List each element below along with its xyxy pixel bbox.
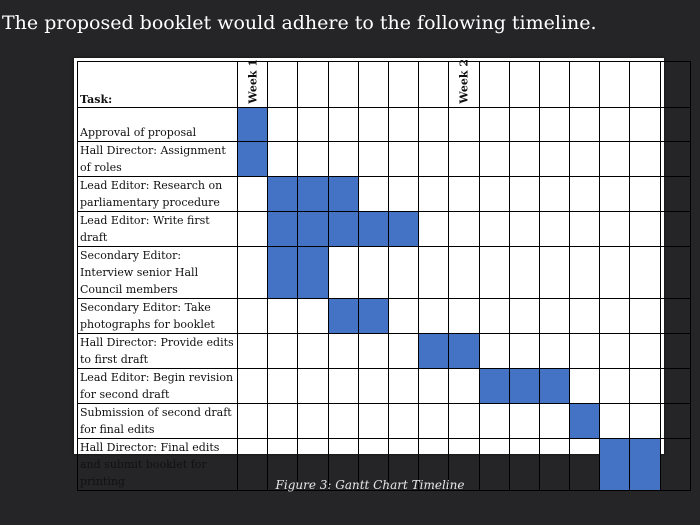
task-row — [78, 212, 691, 247]
timeline-empty-cell — [570, 177, 600, 212]
timeline-empty-cell — [328, 142, 358, 177]
timeline-empty-cell — [630, 212, 660, 247]
timeline-empty-cell — [509, 247, 539, 299]
timeline-empty-cell — [630, 247, 660, 299]
timeline-empty-cell — [570, 212, 600, 247]
timeline-empty-cell — [539, 108, 569, 142]
figure-caption: Figure 3: Gantt Chart Timeline — [275, 478, 465, 492]
timeline-empty-cell — [388, 177, 418, 212]
task-row — [78, 177, 691, 212]
timeline-empty-cell — [570, 247, 600, 299]
timeline-empty-cell — [419, 108, 449, 142]
timeline-empty-cell — [388, 299, 418, 334]
timeline-empty-cell — [388, 247, 418, 299]
week-label: Week 1 — [246, 59, 260, 104]
timeline-empty-cell — [509, 177, 539, 212]
timeline-empty-cell — [660, 369, 690, 404]
timeline-empty-cell — [600, 177, 630, 212]
timeline-bar-cell — [328, 212, 358, 247]
timeline-empty-cell — [479, 247, 509, 299]
task-label: Approval of proposal — [78, 108, 238, 142]
day-column-header — [509, 62, 539, 108]
timeline-empty-cell — [268, 142, 298, 177]
timeline-empty-cell — [539, 212, 569, 247]
timeline-empty-cell — [238, 369, 268, 404]
timeline-empty-cell — [419, 369, 449, 404]
timeline-empty-cell — [479, 212, 509, 247]
day-column-header — [479, 62, 509, 108]
timeline-empty-cell — [600, 142, 630, 177]
timeline-empty-cell — [298, 142, 328, 177]
timeline-bar-cell — [328, 299, 358, 334]
timeline-empty-cell — [600, 212, 630, 247]
timeline-empty-cell — [358, 404, 388, 439]
timeline-empty-cell — [539, 142, 569, 177]
timeline-empty-cell — [388, 404, 418, 439]
timeline-empty-cell — [479, 142, 509, 177]
timeline-empty-cell — [238, 247, 268, 299]
task-label: Hall Director: Provide edits to first draft — [78, 334, 238, 369]
timeline-empty-cell — [268, 404, 298, 439]
timeline-empty-cell — [449, 177, 479, 212]
timeline-empty-cell — [630, 108, 660, 142]
timeline-empty-cell — [238, 404, 268, 439]
timeline-bar-cell — [298, 212, 328, 247]
timeline-bar-cell — [539, 369, 569, 404]
timeline-empty-cell — [600, 369, 630, 404]
timeline-empty-cell — [570, 369, 600, 404]
timeline-empty-cell — [388, 108, 418, 142]
timeline-empty-cell — [630, 177, 660, 212]
timeline-empty-cell — [660, 404, 690, 439]
timeline-bar-cell — [419, 334, 449, 369]
day-column-header — [600, 62, 630, 108]
timeline-empty-cell — [509, 404, 539, 439]
week-label: Week 2 — [457, 59, 471, 104]
timeline-bar-cell — [328, 177, 358, 212]
timeline-empty-cell — [630, 299, 660, 334]
timeline-empty-cell — [449, 212, 479, 247]
day-column-header — [449, 59, 479, 108]
timeline-empty-cell — [268, 369, 298, 404]
task-row — [78, 404, 691, 439]
timeline-empty-cell — [419, 299, 449, 334]
timeline-empty-cell — [298, 404, 328, 439]
timeline-bar-cell — [449, 334, 479, 369]
timeline-bar-cell — [298, 247, 328, 299]
timeline-empty-cell — [298, 299, 328, 334]
day-column-header — [570, 62, 600, 108]
timeline-empty-cell — [358, 142, 388, 177]
timeline-empty-cell — [449, 369, 479, 404]
page-heading: The proposed booklet would adhere to the following timeline. — [2, 12, 597, 34]
task-row — [78, 108, 691, 142]
timeline-empty-cell — [238, 299, 268, 334]
timeline-empty-cell — [419, 404, 449, 439]
timeline-empty-cell — [660, 142, 690, 177]
day-column-header — [388, 62, 418, 108]
task-label: Secondary Editor: Take photographs for booklet — [78, 299, 238, 334]
timeline-empty-cell — [509, 212, 539, 247]
task-label: Hall Director: Assignment of roles — [78, 142, 238, 177]
timeline-bar-cell — [238, 142, 268, 177]
timeline-empty-cell — [328, 334, 358, 369]
timeline-empty-cell — [660, 334, 690, 369]
gantt-header-row — [78, 62, 691, 108]
task-row — [78, 247, 691, 299]
timeline-empty-cell — [600, 108, 630, 142]
timeline-empty-cell — [358, 247, 388, 299]
timeline-bar-cell — [570, 404, 600, 439]
timeline-empty-cell — [600, 334, 630, 369]
timeline-empty-cell — [449, 247, 479, 299]
timeline-empty-cell — [479, 177, 509, 212]
timeline-bar-cell — [358, 299, 388, 334]
timeline-empty-cell — [358, 177, 388, 212]
timeline-empty-cell — [388, 142, 418, 177]
timeline-empty-cell — [630, 404, 660, 439]
timeline-empty-cell — [509, 299, 539, 334]
timeline-empty-cell — [328, 404, 358, 439]
day-column-header — [630, 62, 660, 108]
timeline-empty-cell — [660, 299, 690, 334]
timeline-empty-cell — [630, 369, 660, 404]
timeline-bar-cell — [238, 108, 268, 142]
timeline-empty-cell — [298, 108, 328, 142]
timeline-bar-cell — [388, 212, 418, 247]
timeline-empty-cell — [660, 247, 690, 299]
timeline-bar-cell — [268, 212, 298, 247]
timeline-empty-cell — [539, 404, 569, 439]
task-column-header: Task: — [78, 62, 238, 108]
task-label: Hall Director: Final edits and submit booklet for printing — [78, 439, 238, 491]
day-column-header — [238, 59, 268, 108]
timeline-empty-cell — [449, 299, 479, 334]
timeline-empty-cell — [630, 142, 660, 177]
task-row — [78, 299, 691, 334]
timeline-empty-cell — [630, 334, 660, 369]
timeline-empty-cell — [600, 404, 630, 439]
timeline-empty-cell — [419, 212, 449, 247]
timeline-empty-cell — [479, 404, 509, 439]
timeline-empty-cell — [539, 177, 569, 212]
day-column-header — [268, 62, 298, 108]
timeline-empty-cell — [570, 334, 600, 369]
task-label: Submission of second draft for final edits — [78, 404, 238, 439]
day-column-header — [298, 62, 328, 108]
timeline-empty-cell — [570, 142, 600, 177]
timeline-empty-cell — [298, 334, 328, 369]
task-label: Lead Editor: Begin revision for second draft — [78, 369, 238, 404]
timeline-empty-cell — [539, 247, 569, 299]
timeline-empty-cell — [388, 334, 418, 369]
timeline-empty-cell — [660, 212, 690, 247]
timeline-empty-cell — [358, 369, 388, 404]
timeline-empty-cell — [449, 404, 479, 439]
timeline-bar-cell — [358, 212, 388, 247]
timeline-empty-cell — [479, 334, 509, 369]
timeline-empty-cell — [328, 369, 358, 404]
timeline-empty-cell — [570, 299, 600, 334]
task-row — [78, 369, 691, 404]
day-column-header — [328, 62, 358, 108]
day-column-header — [419, 62, 449, 108]
timeline-empty-cell — [660, 177, 690, 212]
timeline-empty-cell — [268, 108, 298, 142]
day-column-header — [660, 62, 690, 108]
task-label: Lead Editor: Research on parliamentary procedure — [78, 177, 238, 212]
timeline-empty-cell — [419, 142, 449, 177]
timeline-empty-cell — [509, 108, 539, 142]
timeline-empty-cell — [419, 247, 449, 299]
day-column-header — [358, 62, 388, 108]
timeline-bar-cell — [268, 247, 298, 299]
task-label: Secondary Editor: Interview senior Hall Council members — [78, 247, 238, 299]
timeline-empty-cell — [298, 369, 328, 404]
timeline-empty-cell — [479, 299, 509, 334]
day-column-header — [539, 62, 569, 108]
gantt-table — [77, 61, 691, 491]
timeline-empty-cell — [570, 108, 600, 142]
timeline-empty-cell — [539, 334, 569, 369]
timeline-empty-cell — [358, 334, 388, 369]
timeline-empty-cell — [358, 108, 388, 142]
timeline-empty-cell — [509, 334, 539, 369]
timeline-empty-cell — [449, 108, 479, 142]
timeline-empty-cell — [388, 369, 418, 404]
timeline-empty-cell — [268, 334, 298, 369]
timeline-empty-cell — [449, 142, 479, 177]
timeline-empty-cell — [328, 247, 358, 299]
timeline-empty-cell — [600, 247, 630, 299]
timeline-empty-cell — [660, 108, 690, 142]
timeline-empty-cell — [539, 299, 569, 334]
timeline-empty-cell — [238, 177, 268, 212]
timeline-empty-cell — [509, 142, 539, 177]
timeline-empty-cell — [479, 108, 509, 142]
timeline-empty-cell — [419, 177, 449, 212]
timeline-empty-cell — [238, 212, 268, 247]
timeline-empty-cell — [268, 299, 298, 334]
timeline-bar-cell — [268, 177, 298, 212]
timeline-empty-cell — [600, 299, 630, 334]
task-label: Lead Editor: Write first draft — [78, 212, 238, 247]
timeline-empty-cell — [238, 334, 268, 369]
task-row — [78, 142, 691, 177]
timeline-bar-cell — [509, 369, 539, 404]
timeline-empty-cell — [328, 108, 358, 142]
task-row — [78, 334, 691, 369]
timeline-bar-cell — [298, 177, 328, 212]
timeline-bar-cell — [479, 369, 509, 404]
